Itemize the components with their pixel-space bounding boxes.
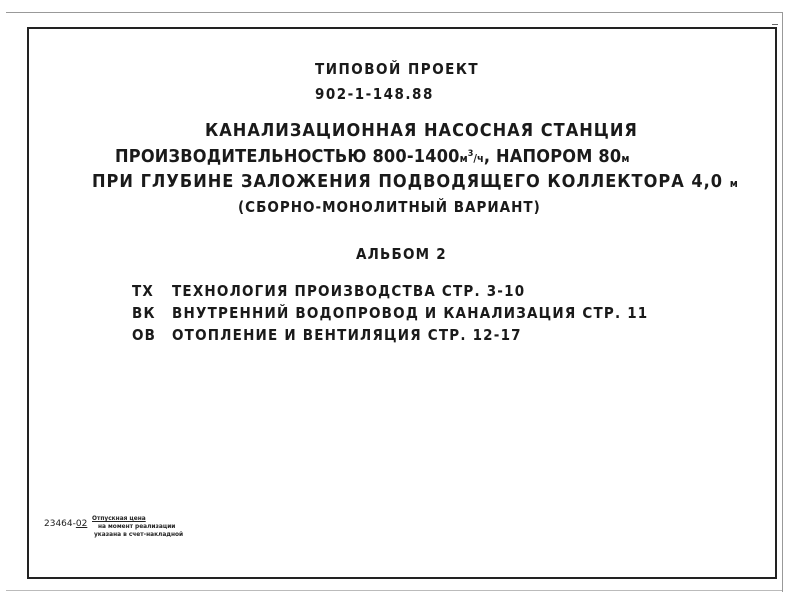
section-text-vk: ВНУТРЕННИЙ ВОДОПРОВОД И КАНАЛИЗАЦИЯ СТР. 11 bbox=[172, 304, 649, 322]
title-line-2 bbox=[115, 148, 629, 166]
title-line-2-pressure-unit: м bbox=[621, 152, 630, 165]
section-code-ov: ОВ bbox=[132, 326, 157, 344]
title-line-1: КАНАЛИЗАЦИОННАЯ НАСОСНАЯ СТАНЦИЯ bbox=[205, 120, 638, 141]
inventory-number bbox=[44, 519, 87, 529]
title-line-4: (СБОРНО-МОНОЛИТНЫЙ ВАРИАНТ) bbox=[238, 198, 541, 216]
project-number: 902-1-148.88 bbox=[315, 85, 434, 103]
scan-edge-tick bbox=[772, 24, 778, 25]
title-line-3-unit: м bbox=[729, 177, 738, 190]
scan-edge-right bbox=[782, 12, 783, 592]
title-line-2-unit-rest: /ч bbox=[473, 152, 484, 165]
title-line-2-pressure: , НАПОРОМ 80 bbox=[483, 146, 622, 167]
album-label: АЛЬБОМ 2 bbox=[356, 245, 447, 263]
title-line-3-main: ПРИ ГЛУБИНЕ ЗАЛОЖЕНИЯ ПОДВОДЯЩЕГО КОЛЛЕКТОРА 4,0 bbox=[92, 171, 724, 192]
inventory-number-a: 23464 bbox=[44, 519, 73, 529]
title-line-2-unit-m: м bbox=[459, 152, 468, 165]
project-type-label: ТИПОВОЙ ПРОЕКТ bbox=[315, 60, 480, 78]
price-note-line-1: Отпускная цена bbox=[92, 514, 146, 522]
drawing-frame bbox=[27, 27, 777, 579]
section-code-vk: ВК bbox=[132, 304, 156, 322]
price-note bbox=[92, 514, 183, 538]
inventory-number-b: 02 bbox=[75, 519, 88, 529]
title-line-2-unit-sup: 3 bbox=[467, 149, 474, 159]
title-line-2-unit bbox=[459, 149, 484, 165]
scan-edge-top bbox=[6, 12, 782, 13]
scan-edge-bottom bbox=[6, 590, 782, 591]
inventory-number-sep: - bbox=[72, 519, 76, 529]
section-text-ov: ОТОПЛЕНИЕ И ВЕНТИЛЯЦИЯ СТР. 12-17 bbox=[172, 326, 522, 344]
price-note-line-3: указана в счет-накладной bbox=[94, 530, 184, 538]
section-code-tx: ТХ bbox=[132, 282, 155, 300]
title-line-3 bbox=[92, 173, 738, 191]
title-line-2-main: ПРОИЗВОДИТЕЛЬНОСТЬЮ 800-1400 bbox=[115, 146, 460, 167]
price-note-line-2: на момент реализации bbox=[98, 522, 176, 530]
section-text-tx: ТЕХНОЛОГИЯ ПРОИЗВОДСТВА СТР. 3-10 bbox=[172, 282, 526, 300]
